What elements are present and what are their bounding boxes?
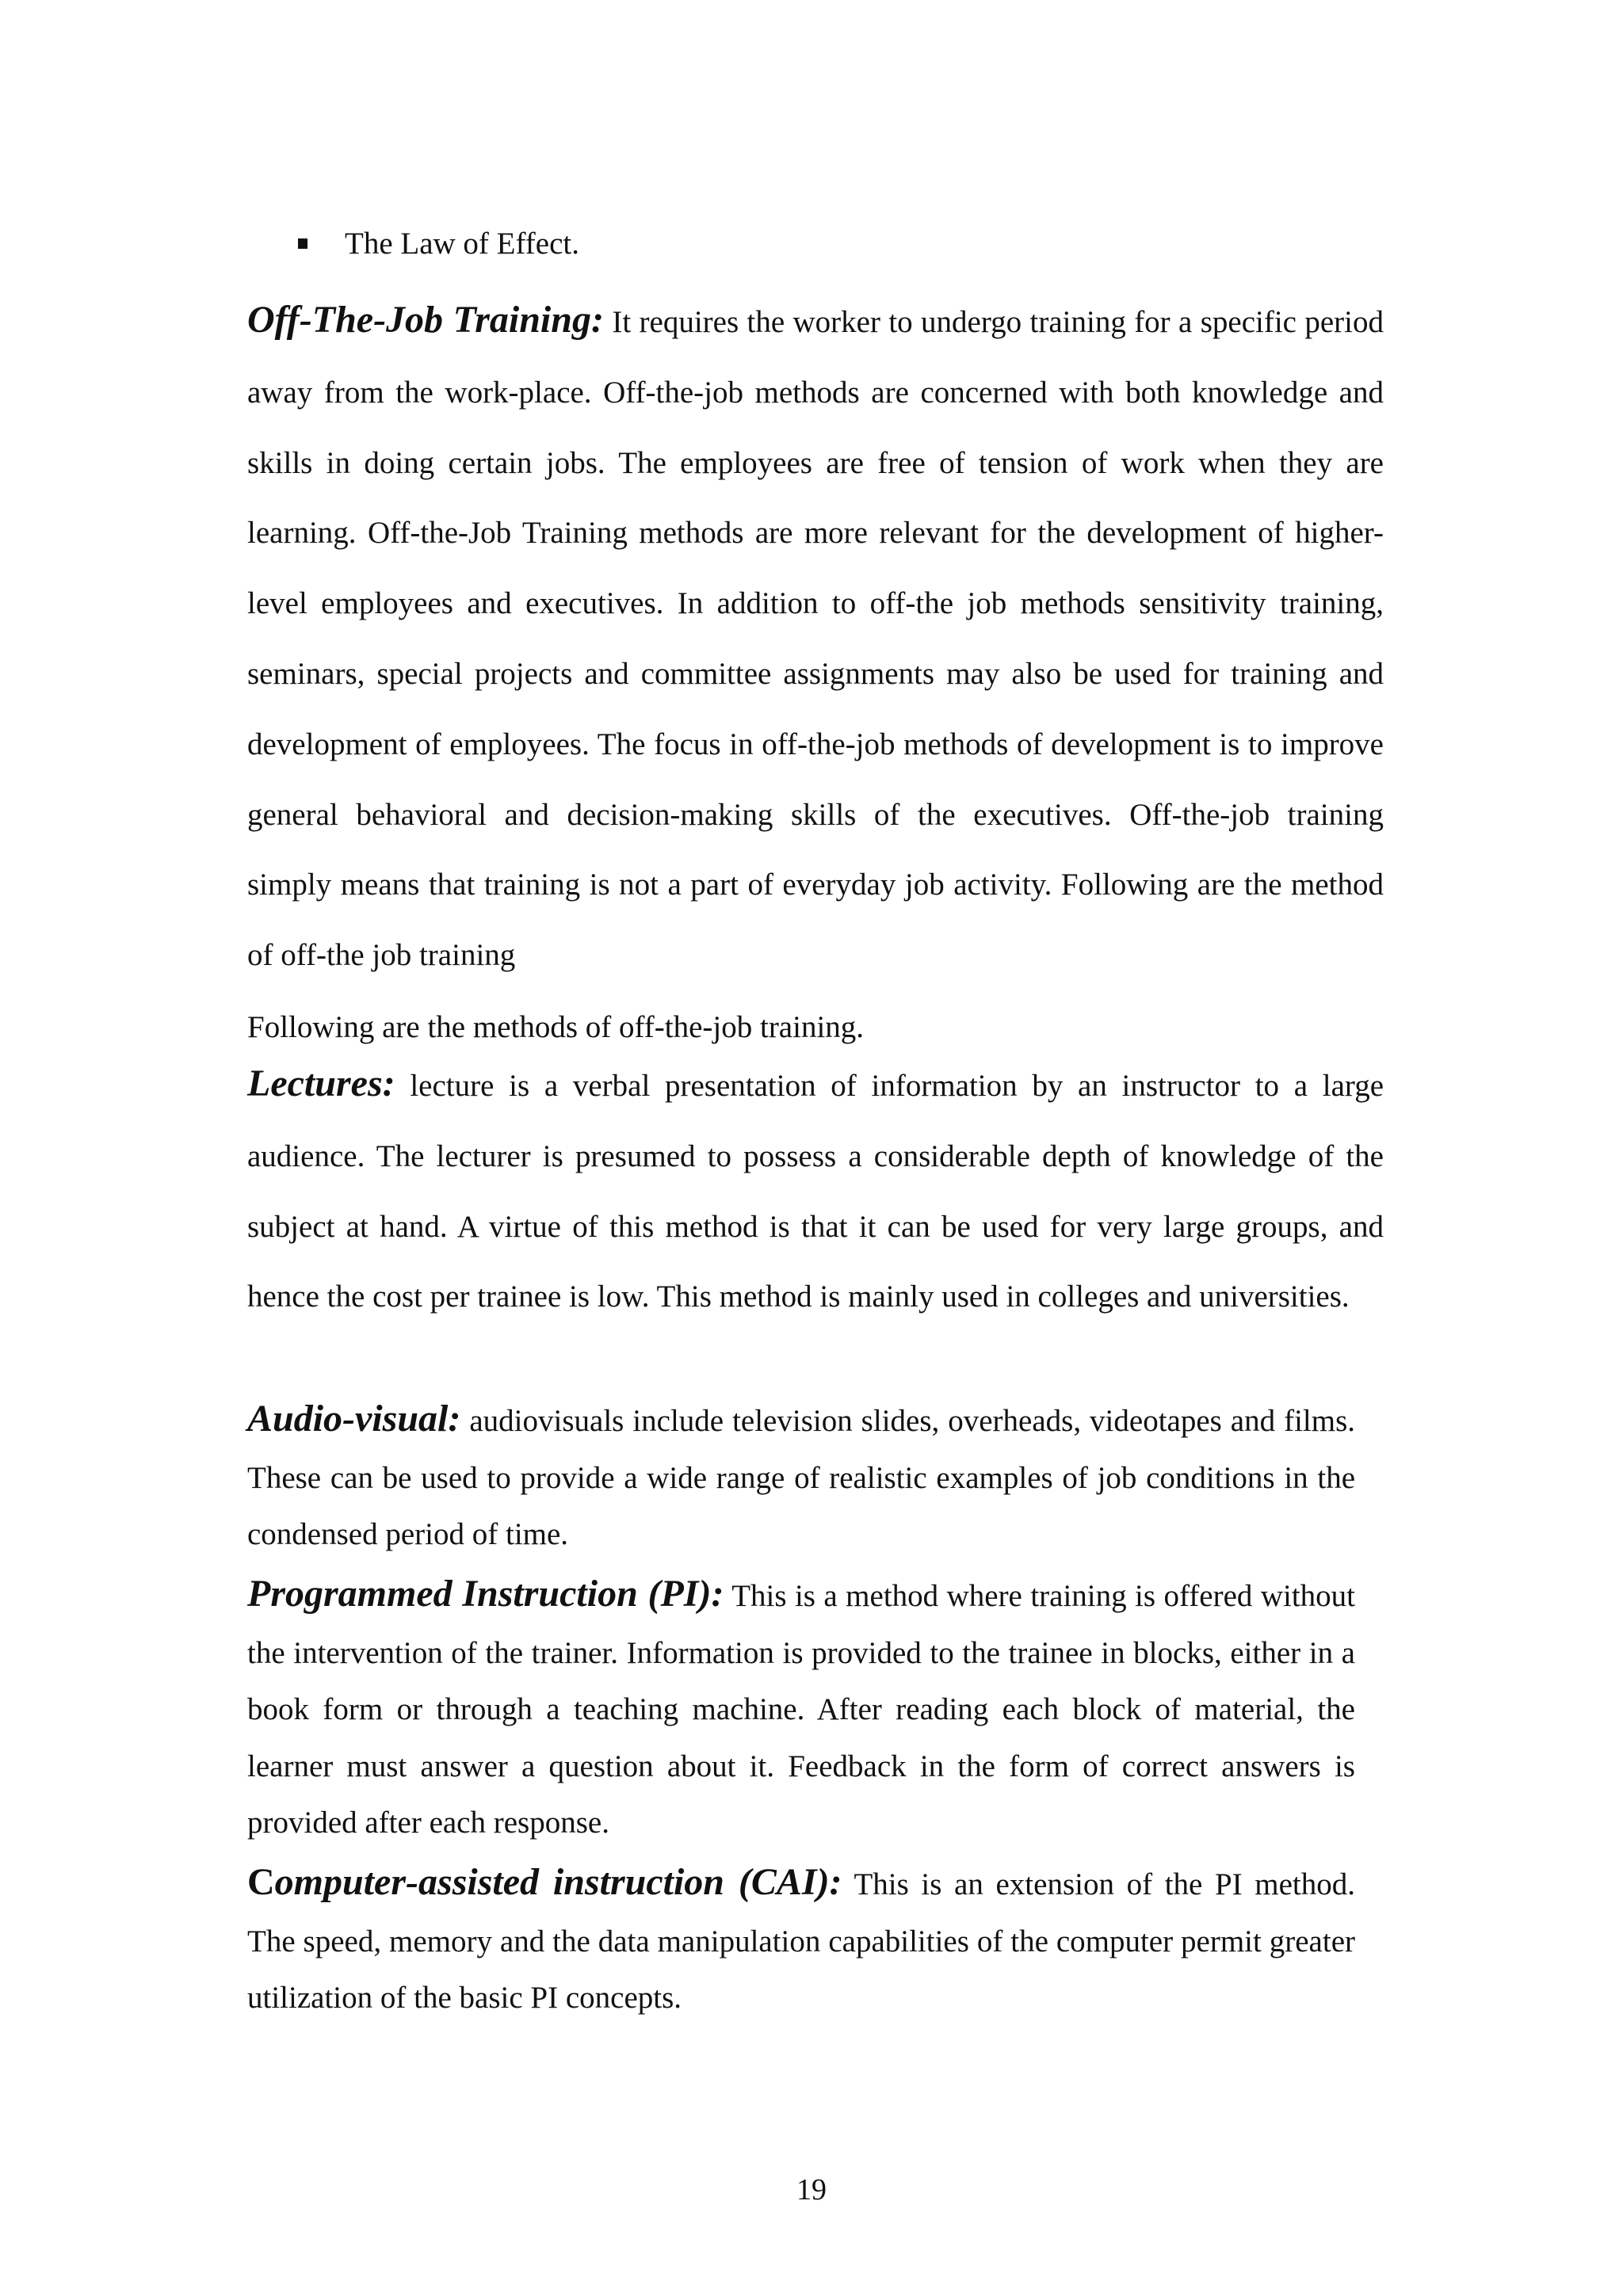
paragraph-off-the-job-training <box>247 285 1384 991</box>
paragraph-programmed-instruction <box>247 1566 1355 1852</box>
section-heading-initial: C <box>247 1861 275 1903</box>
bullet-item-text: The Law of Effect. <box>345 227 579 261</box>
paragraph-text: Following are the methods of off-the-job training. <box>247 1010 865 1044</box>
paragraph-text: This is an extension of the PI method. The speed, memory and the data manipulation capabilities of the computer permit greater utilization of the basic PI concepts. <box>247 1867 1355 2015</box>
paragraph-text: lecture is a verbal presentation of information by an instructor to a large audience. The lecturer is presumed to possess a considerable depth of knowledge of the subject at hand. A virtue of this method is that it can be used for very large groups, and hence the cost per trainee is low. This method is mainly used in colleges and universities. <box>247 1069 1384 1314</box>
paragraph-lectures <box>247 1049 1384 1333</box>
paragraph-audio-visual <box>247 1390 1355 1563</box>
section-heading: Programmed Instruction (PI): <box>247 1573 724 1615</box>
paragraph-computer-assisted-instruction <box>247 1854 1355 2027</box>
section-heading: Audio-visual: <box>247 1398 461 1440</box>
section-heading: omputer-assisted instruction (CAI): <box>274 1861 842 1903</box>
paragraph-text: This is a method where training is offered without the intervention of the trainer. Information is provided to the trainee in blocks, either in a book form or through a teaching machine. After reading each block of material, the learner must answer a question about it. Feedback in the form of correct answers is provided after each response. <box>247 1579 1356 1840</box>
page-number: 19 <box>796 2173 827 2206</box>
section-heading: Off-The-Job Training: <box>247 299 604 341</box>
square-bullet-icon <box>298 238 307 249</box>
paragraph-text: audiovisuals include television slides, overheads, videotapes and films. These can be used to provide a wide range of realistic examples of job conditions in the condensed period of time. <box>247 1404 1356 1551</box>
section-heading: Lectures: <box>247 1062 395 1104</box>
paragraph-text: It requires the worker to undergo training for a specific period away from the work-place. Off-the-job methods are concerned with both knowledge and skills in doing certain jobs. The employees are free of tension of work when they are learning. Off-the-Job Training methods are more relevant for the development of higher-level employees and executives. In addition to off-the job methods sensitivity training, seminars, special projects and committee assignments may also be used for training and development of employees. The focus in off-the-job methods of development is to improve general behavioral and decision-making skills of the executives. Off-the-job training simply means that training is not a part of everyday job activity. Following are the method of off-the job training <box>247 305 1384 973</box>
bullet-list-item <box>298 220 1407 268</box>
